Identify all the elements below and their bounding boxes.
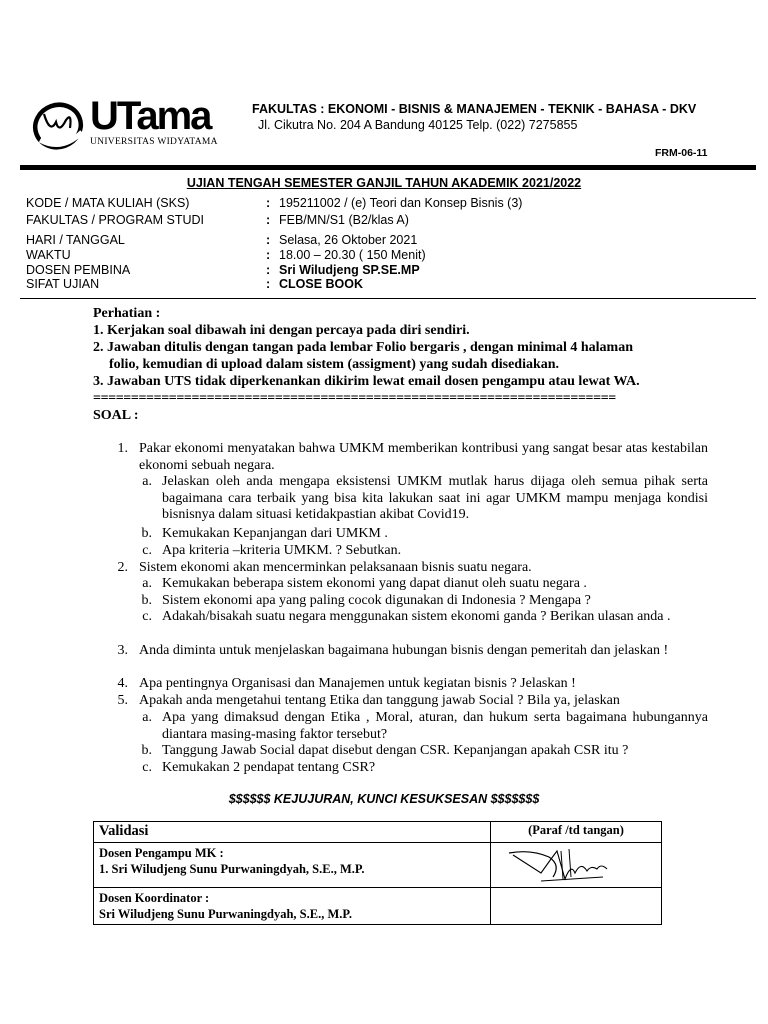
question-1c: Apa kriteria –kriteria UMKM. ? Sebutkan. xyxy=(162,543,402,558)
exam-title-text: UJIAN TENGAH SEMESTER GANJIL TAHUN AKADEMIK 2021/2022 xyxy=(186,176,582,190)
question-2c: Adakah/bisakah suatu negara menggunakan sistem ekonomi ganda ? Berikan ulasan anda . xyxy=(162,609,671,624)
question-1b: Kemukakan Kepanjangan dari UMKM . xyxy=(162,526,388,541)
question-1a: Jelaskan oleh anda mengapa eksistensi UMKM mutlak harus dijaga oleh semua pihak serta bagaimana cara terbaik yang bisa kita lakukan saat ini agar UMKM mampu menjaga kondisi bisnisnya dalam situasi ketidakpastian akibat Covid19. xyxy=(162,474,708,522)
info-divider xyxy=(20,298,756,299)
notice-block xyxy=(93,305,713,424)
question-2b: Sistem ekonomi apa yang paling cocok digunakan di Indonesia ? Mengapa ? xyxy=(162,593,591,608)
question-number: 5. xyxy=(117,693,128,708)
signature-cell xyxy=(491,843,662,888)
info-value-course: 195211002 / (e) Teori dan Konsep Bisnis (3) xyxy=(279,196,523,210)
info-label-exam-type: SIFAT UJIAN xyxy=(26,277,100,291)
question-5a: Apa yang dimaksud dengan Etika , Moral, aturan, dan hukum serta bagaimana hubungannya diantara masing-masing faktor tersebut? xyxy=(162,710,708,742)
address-line: Jl. Cikutra No. 204 A Bandung 40125 Telp. (022) 7275855 xyxy=(258,118,578,132)
subquestion-letter: c. xyxy=(142,760,152,775)
info-colon: : xyxy=(266,263,271,277)
info-label-time: WAKTU xyxy=(26,248,71,262)
coordinator-role: Dosen Koordinator : xyxy=(99,891,210,905)
info-value-date: Selasa, 26 Oktober 2021 xyxy=(279,233,418,247)
question-2: Sistem ekonomi akan mencerminkan pelaksanaan bisnis suatu negara. xyxy=(139,560,532,575)
subquestion-letter: a. xyxy=(142,576,152,591)
faculty-heading: FAKULTAS : EKONOMI - BISNIS & MANAJEMEN - TEKNIK - BAHASA - DKV xyxy=(252,102,697,116)
subquestion-letter: a. xyxy=(142,474,152,489)
notice-line-2-cont: folio, kemudian di upload dalam sistem (assigment) yang sudah disediakan. xyxy=(109,357,560,372)
lecturer-name: 1. Sri Wiludjeng Sunu Purwaningdyah, S.E., M.P. xyxy=(99,862,365,876)
question-5c: Kemukakan 2 pendapat tentang CSR? xyxy=(162,760,376,775)
question-4: Apa pentingnya Organisasi dan Manajemen untuk kegiatan bisnis ? Jelaskan ! xyxy=(139,676,576,691)
subquestion-letter: a. xyxy=(142,710,152,725)
info-colon: : xyxy=(266,196,271,210)
lecturer-role: Dosen Pengampu MK : xyxy=(99,846,224,860)
subquestion-letter: c. xyxy=(142,543,152,558)
coordinator-signature-cell xyxy=(491,888,662,925)
notice-line-2: 2. Jawaban ditulis dengan tangan pada lembar Folio bergaris , dengan minimal 4 halaman xyxy=(93,340,633,355)
info-label-course: KODE / MATA KULIAH (SKS) xyxy=(26,196,190,210)
question-number: 3. xyxy=(117,643,128,658)
info-value-time: 18.00 – 20.30 ( 150 Menit) xyxy=(279,248,426,262)
subquestion-letter: b. xyxy=(141,526,152,541)
header-divider xyxy=(20,165,756,170)
question-5b: Tanggung Jawab Social dapat disebut dengan CSR. Kepanjangan apakah CSR itu ? xyxy=(162,743,629,758)
form-code: FRM-06-11 xyxy=(655,147,708,159)
info-value-faculty: FEB/MN/S1 (B2/klas A) xyxy=(279,213,409,227)
info-colon: : xyxy=(266,233,271,247)
lecturer-cell xyxy=(94,843,491,888)
info-value-exam-type: CLOSE BOOK xyxy=(279,277,364,291)
info-label-faculty: FAKULTAS / PROGRAM STUDI xyxy=(26,213,205,227)
notice-line-1: 1. Kerjakan soal dibawah ini dengan percaya pada diri sendiri. xyxy=(93,323,470,338)
subquestion-letter: b. xyxy=(141,593,152,608)
soal-heading: SOAL : xyxy=(93,408,139,423)
info-colon: : xyxy=(266,248,271,262)
question-1: Pakar ekonomi menyatakan bahwa UMKM memberikan kontribusi yang sangat besar atas kestabilan ekonomi sebuah negara. xyxy=(139,441,708,473)
validation-table xyxy=(93,821,662,925)
info-colon: : xyxy=(266,277,271,291)
handwritten-signature-icon xyxy=(491,843,661,887)
info-value-lecturer: Sri Wiludjeng SP.SE.MP xyxy=(279,263,420,277)
question-number: 2. xyxy=(117,560,128,575)
notice-title: Perhatian : xyxy=(93,306,161,321)
subquestion-letter: c. xyxy=(142,609,152,624)
question-5: Apakah anda mengetahui tentang Etika dan tanggung jawab Social ? Bila ya, jelaskan xyxy=(139,693,620,708)
question-3: Anda diminta untuk menjelaskan bagaimana hubungan bisnis dengan pemeritah dan jelaskan ! xyxy=(139,643,669,658)
motto: $$$$$$ KEJUJURAN, KUNCI KESUKSESAN $$$$$$$ xyxy=(228,792,540,806)
validation-header: Validasi xyxy=(94,822,491,843)
coordinator-name: Sri Wiludjeng Sunu Purwaningdyah, S.E., M.P. xyxy=(99,907,352,921)
subquestion-letter: b. xyxy=(141,743,152,758)
logo-subtitle: UNIVERSITAS WIDYATAMA xyxy=(90,137,218,147)
info-label-lecturer: DOSEN PEMBINA xyxy=(26,263,131,277)
info-label-date: HARI / TANGGAL xyxy=(26,233,125,247)
notice-separator: ===================================================================== xyxy=(93,391,616,406)
notice-line-3: 3. Jawaban UTS tidak diperkenankan dikirim lewat email dosen pengampu atau lewat WA. xyxy=(93,374,640,389)
exam-title xyxy=(0,176,768,190)
logo-wordmark: UTama xyxy=(90,94,211,138)
signature-header: (Paraf /td tangan) xyxy=(491,822,662,843)
question-2a: Kemukakan beberapa sistem ekonomi yang dapat dianut oleh suatu negara . xyxy=(162,576,587,591)
question-number: 1. xyxy=(117,441,128,456)
info-colon: : xyxy=(266,213,271,227)
coordinator-cell xyxy=(94,888,491,925)
university-logo-icon xyxy=(32,100,90,152)
question-number: 4. xyxy=(117,676,128,691)
